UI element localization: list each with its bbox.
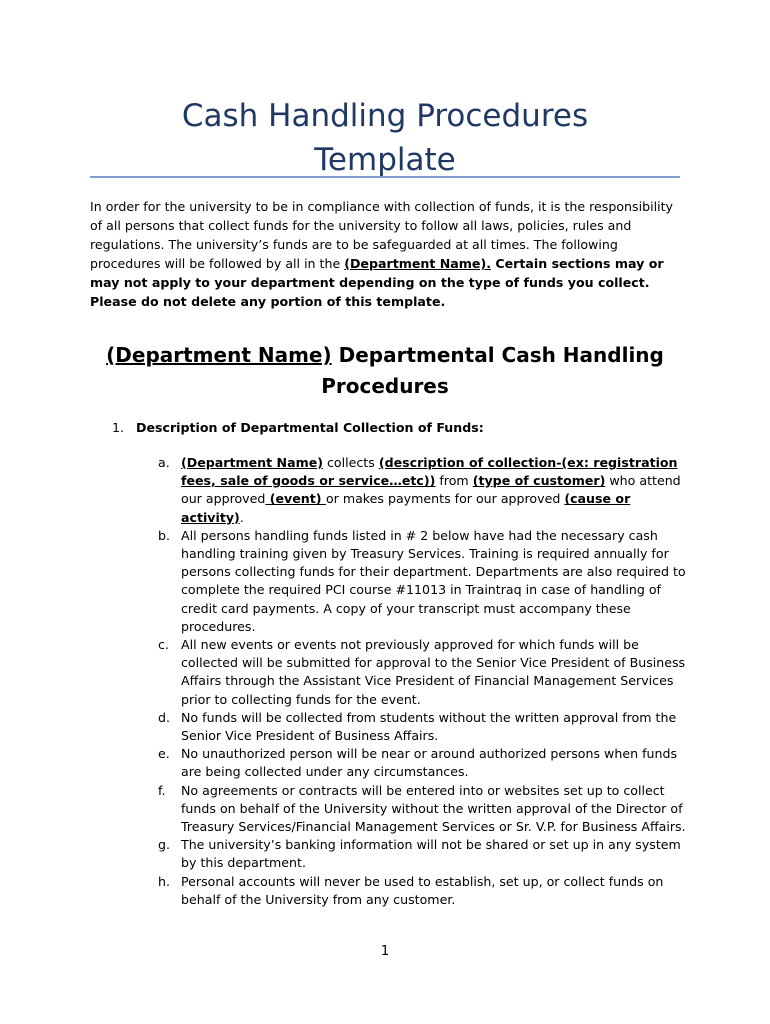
- list-item-text-part: collects: [323, 455, 379, 470]
- list-item-text-part: .: [239, 509, 244, 525]
- list-item-letter: b.: [158, 527, 170, 543]
- list-item-text-part: from: [435, 473, 473, 489]
- title-line-2: Template: [314, 142, 456, 178]
- list-item: [90, 636, 690, 709]
- list-item: [90, 454, 690, 527]
- list-item-text: No unauthorized person will be near or around authorized persons when funds are being collected under any circumstances.: [181, 746, 678, 780]
- list-item-text-part: (cause or activity): [181, 491, 631, 525]
- list-item-letter: a.: [158, 455, 170, 470]
- list-item-text-part: (event): [265, 491, 326, 507]
- procedure-list: [90, 454, 690, 909]
- numbered-item-1: [112, 418, 672, 437]
- list-item-letter: h.: [158, 873, 170, 889]
- section-heading-department-name: (Department Name): [106, 343, 332, 367]
- list-item-letter: e.: [158, 746, 170, 762]
- list-item-text-part: or makes payments for our approved: [325, 491, 565, 507]
- section-heading: [90, 340, 680, 402]
- list-item-text: All persons handling funds listed in # 2 below have had the necessary cash handling training given by Treasury Services. Training is required annually for persons collecting funds for their department. Departments are also required to complete the required PCI course #11013 in Traintraq in case of handling of credit card payments. A copy of your transcript must accompany these procedures.: [181, 527, 686, 634]
- title-divider: [90, 176, 680, 178]
- page-number: 1: [380, 944, 390, 959]
- numbered-item-title: Description of Departmental Collection of Funds:: [136, 420, 484, 435]
- list-item-letter: f.: [158, 782, 166, 798]
- list-item-letter: d.: [158, 709, 170, 725]
- list-item-text-part: (Department Name): [181, 455, 323, 470]
- section-heading-text: Departmental Cash Handling Procedures: [321, 343, 664, 398]
- title-line-1: Cash Handling Procedures: [181, 98, 589, 134]
- list-item-text-part: (type of customer): [472, 473, 606, 489]
- numbered-item-number: 1.: [112, 420, 125, 435]
- list-item-text-part: who attend our approved: [181, 473, 681, 507]
- list-item-text: The university’s banking information will not be shared or set up in any system by this department.: [181, 837, 681, 871]
- list-item: [90, 873, 690, 909]
- list-item-text: No funds will be collected from students without the written approval from the Senior Vice President of Business Affairs.: [181, 709, 677, 744]
- list-item: [90, 527, 690, 636]
- list-item: [90, 745, 690, 781]
- intro-text: In order for the university to be in compliance with collection of funds, it is the responsibility of all persons that collect funds for the university to follow all laws, policies, rules and regulations. The university’s funds are to be safeguarded at all times. The following procedures will be followed by all in the: [90, 199, 673, 271]
- list-item: [90, 709, 690, 745]
- list-item-letter: c.: [158, 637, 169, 653]
- list-item: [90, 782, 690, 837]
- list-item-text: All new events or events not previously approved for which funds will be collected will be submitted for approval to the Senior Vice President of Business Affairs through the Assistant Vice President of Financial Management Services prior to collecting funds for the event.: [181, 637, 686, 707]
- intro-department-name: (Department Name).: [344, 256, 491, 271]
- list-item-text-part: (description of collection-(ex: registration fees, sale of goods or service…etc)): [181, 455, 678, 489]
- intro-paragraph: [90, 197, 680, 311]
- list-item-text: No agreements or contracts will be entered into or websites set up to collect funds on behalf of the University without the written approval of the Director of Treasury Services/Financial Management Services or Sr. V.P. for Business Affairs.: [181, 782, 686, 835]
- list-item-letter: g.: [158, 837, 170, 853]
- list-item-text: Personal accounts will never be used to establish, set up, or collect funds on behalf of the University from any customer.: [181, 873, 664, 907]
- intro-bold-notice: Certain sections may or may not apply to your department depending on the type of funds you collect. Please do not delete any portion of this template.: [90, 256, 664, 309]
- list-item: [90, 836, 690, 872]
- document-title: [90, 94, 680, 182]
